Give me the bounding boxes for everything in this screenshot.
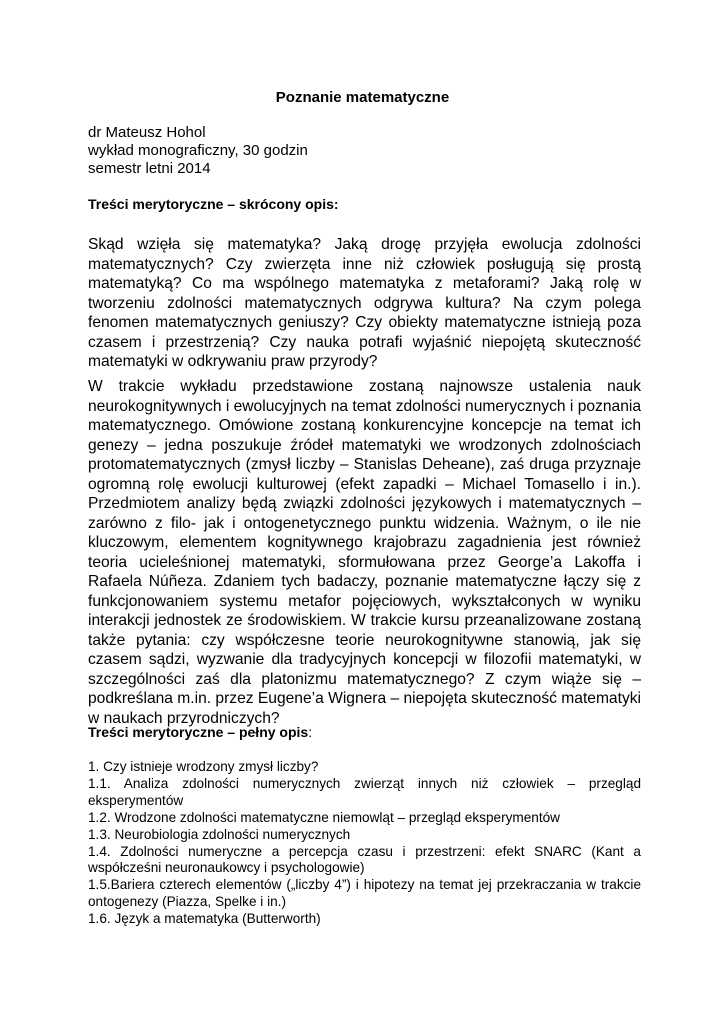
- list-item: 1.4. Zdolności numeryczne a percepcja czasu i przestrzeni: efekt SNARC (Kant a współcześni neuronaukowcy i psychologowie): [88, 843, 641, 876]
- list-item: 1.6. Język a matematyka (Butterworth): [88, 911, 321, 927]
- heading-colon: :: [308, 724, 313, 740]
- author-line: dr Mateusz Hohol: [88, 124, 206, 141]
- course-line: wykład monograficzny, 30 godzin: [88, 142, 308, 159]
- short-description-paragraph-1: Skąd wzięła się matematyka? Jaką drogę przyjęła ewolucja zdolności matematycznych? Czy zwierzęta inne niż człowiek posługują się prostą matematyką? Co ma wspólnego matematyka z metaforami? Jaką rolę w tworzeniu zdolności matematycznych odgrywa kultura? Na czym polega fenomen matematycznych geniuszy? Czy obiekty matematyczne istnieją poza czasem i przestrzenią? Czy nauka potrafi wyjaśnić niepojętą skuteczność matematyki w odkrywaniu praw przyrody?: [88, 236, 641, 370]
- short-description-heading: Treści merytoryczne – skrócony opis:: [88, 196, 339, 212]
- list-item: 1.3. Neurobiologia zdolności numerycznych: [88, 826, 351, 842]
- list-item: 1.5.Bariera czterech elementów („liczby 4”) i hipotezy na temat jej przekraczania w trakcie ontogenezy (Piazza, Spelke i in.): [88, 877, 641, 910]
- list-item: 1.2. Wrodzone zdolności matematyczne niemowląt – przegląd eksperymentów: [88, 809, 560, 825]
- full-description-heading: [88, 724, 312, 740]
- topic-list: [88, 759, 641, 928]
- semester-line: semestr letni 2014: [88, 160, 211, 177]
- course-meta: [88, 124, 308, 178]
- short-description-paragraph-2: W trakcie wykładu przedstawione zostaną najnowsze ustalenia nauk neurokognitywnych i ewolucyjnych na temat zdolności numerycznych i poznania matematycznego. Omówione zostaną konkurencyjne koncepcje na temat ich genezy – jedna poszukuje źródeł matematyki we wrodzonych zdolnościach protomatematycznych (zmysł liczby – Stanislas Deheane), zaś druga przyznaje ogromną rolę ewolucji kulturowej (efekt zapadki – Michael Tomasello i in.). Przedmiotem analizy będą związki zdolności językowych i matematycznych – zarówno z filo- jak i ontogenetycznego punktu widzenia. Ważnym, o ile nie kluczowym, elementem kognitywnego krajobrazu zagadnienia jest również teoria ucieleśnionej matematyki, sformułowana przez George’a Lakoffa i Rafaela Núñeza. Zdaniem tych badaczy, poznanie matematyczne łączy się z funkcjonowaniem systemu metafor pojęciowych, wykształconych w wyniku interakcji jednostek ze środowiskiem. W trakcie kursu przeanalizowane zostaną także pytania: czy współczesne teorie neurokognitywne stanowią, jak się czasem sądzi, wyzwanie dla tradycyjnych koncepcji w filozofii matematyki, w szczególności zaś dla platonizmu matematycznego? Z czym wiąże się – podkreślana m.in. przez Eugene’a Wignera – niepojęta skuteczność matematyki w naukach przyrodniczych?: [88, 378, 641, 727]
- full-description-heading-text: Treści merytoryczne – pełny opis: [88, 724, 309, 740]
- list-item: 1.1. Analiza zdolności numerycznych zwierząt innych niż człowiek – przegląd eksperymentów: [88, 775, 641, 808]
- document-title: Poznanie matematyczne: [275, 89, 450, 106]
- list-item: 1. Czy istnieje wrodzony zmysł liczby?: [88, 759, 319, 774]
